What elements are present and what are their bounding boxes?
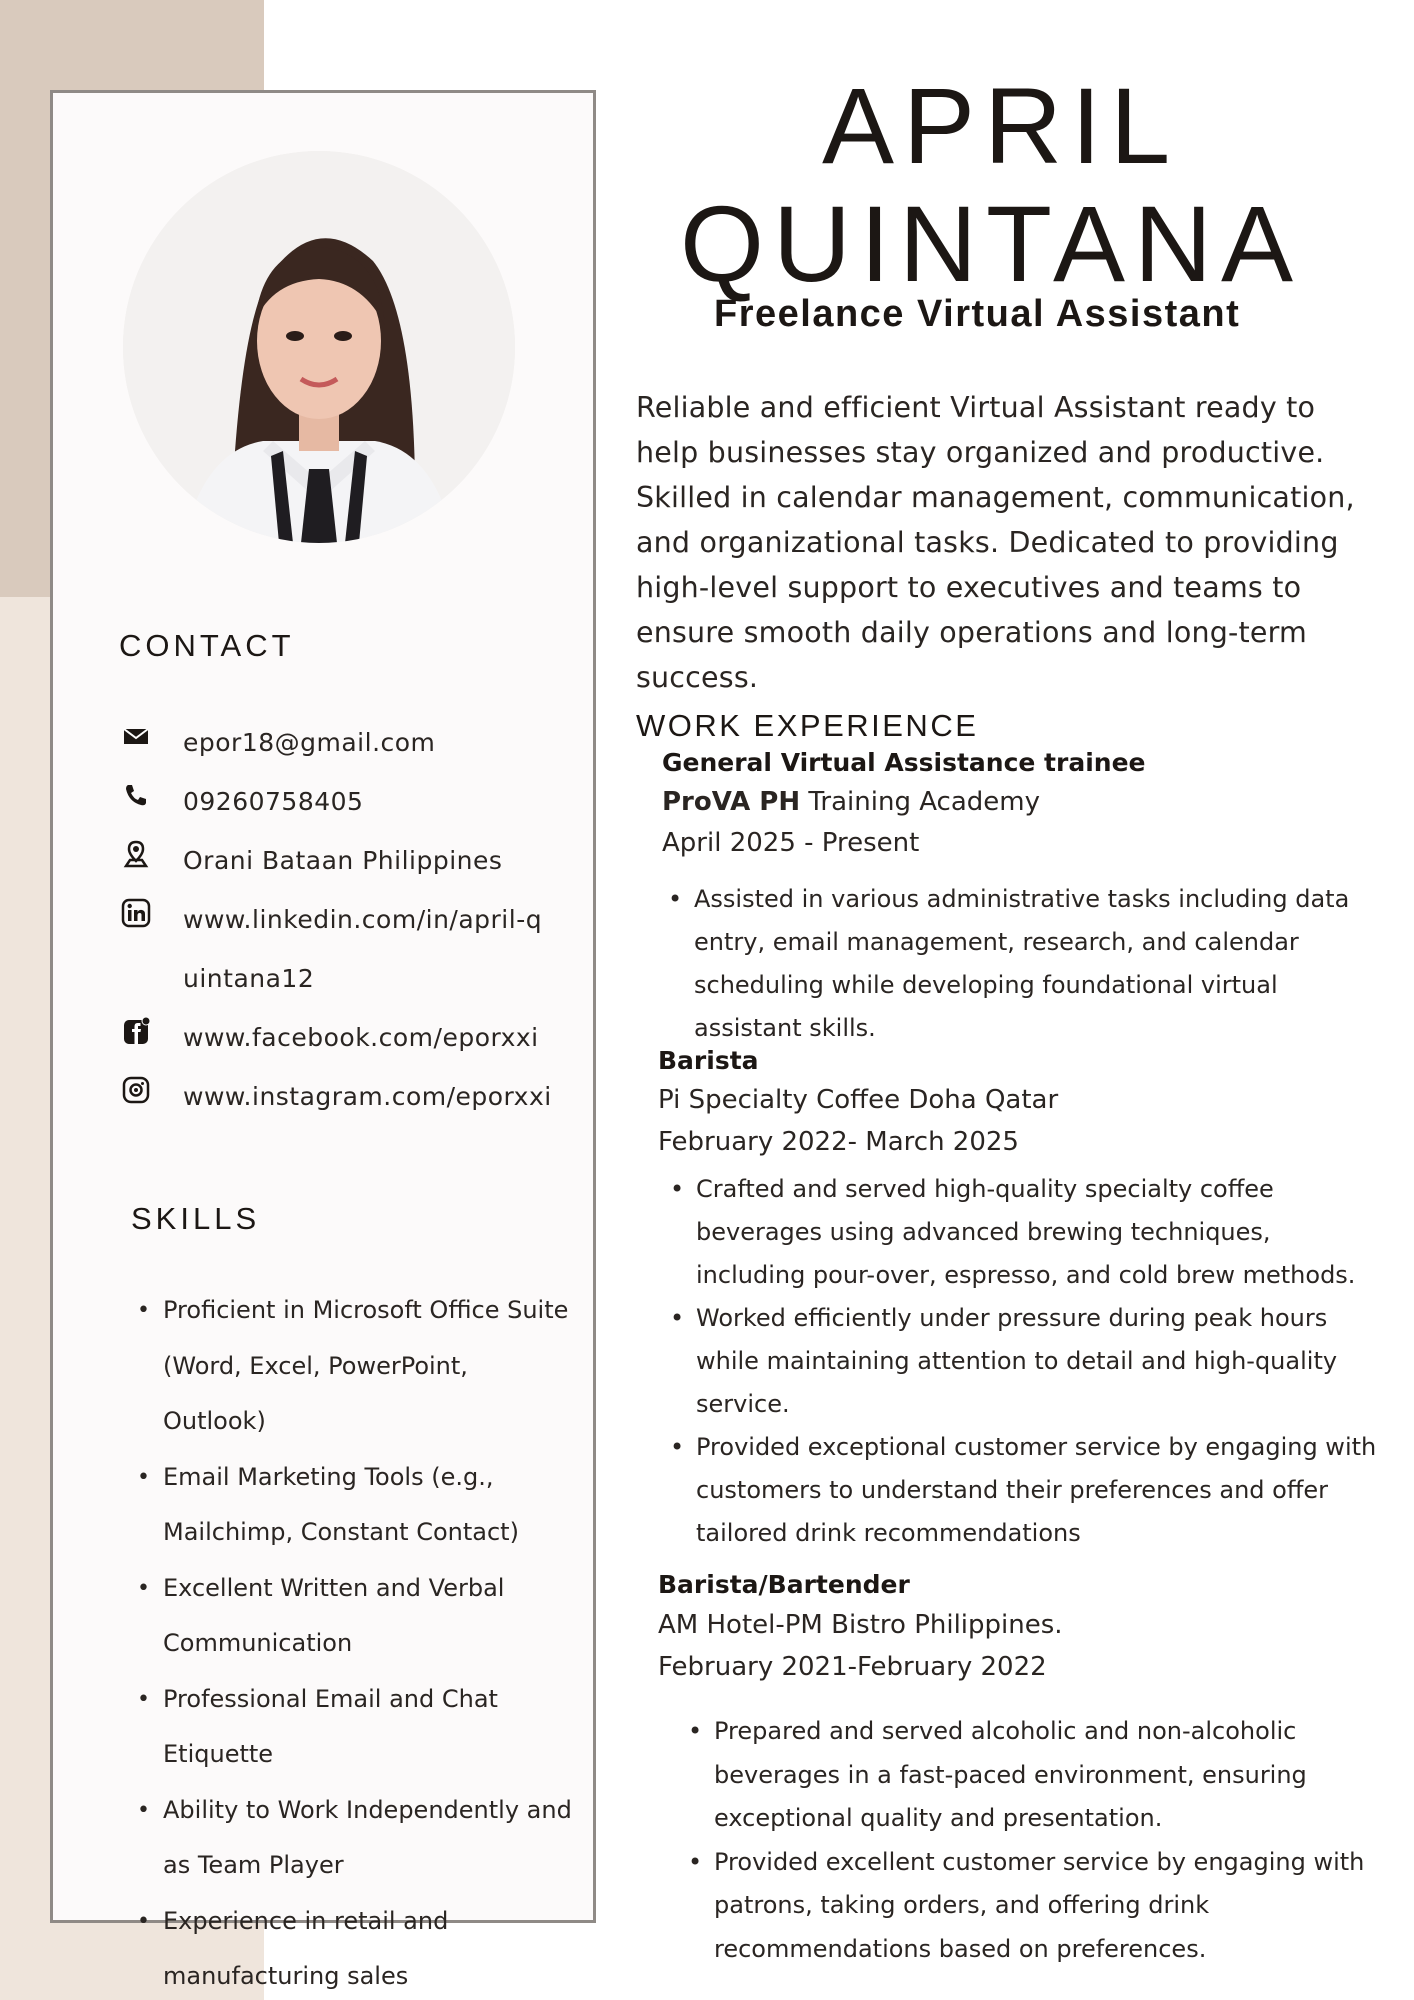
skill-item: • Experience in retail and manufacturing sales	[133, 1894, 573, 2000]
skill-item: • Excellent Written and Verbal Communication	[133, 1561, 573, 1672]
job-bullet: • Crafted and served high-quality specialty coffee beverages using advanced brewing techniques, including pour-over, espresso, and cold brew methods.	[666, 1168, 1386, 1297]
contact-email	[119, 713, 579, 772]
contact-linkedin	[119, 890, 579, 1008]
job-company: Pi Specialty Coffee Doha Qatar	[658, 1085, 1059, 1115]
work-experience-heading: WORK EXPERIENCE	[636, 708, 979, 743]
job-dates: April 2025 - Present	[662, 828, 920, 858]
contact-facebook	[119, 1008, 579, 1067]
location-text: Orani Bataan Philippines	[183, 846, 503, 875]
phone-number[interactable]: 09260758405	[183, 787, 364, 816]
job-title: Barista	[658, 1046, 759, 1075]
email-link[interactable]: epor18@gmail.com	[183, 728, 436, 757]
instagram-icon	[119, 1073, 153, 1107]
job-company	[662, 787, 1040, 817]
skill-item: • Email Marketing Tools (e.g., Mailchimp, Constant Contact)	[133, 1450, 573, 1561]
phone-icon	[119, 778, 153, 812]
contact-instagram	[119, 1067, 579, 1126]
job-bullet: • Worked efficiently under pressure during peak hours while maintaining attention to detail and high-quality service.	[666, 1297, 1386, 1426]
location-pin-icon	[119, 837, 153, 871]
job-bullets	[684, 1710, 1374, 1971]
facebook-icon	[119, 1014, 153, 1048]
job-bullet: • Provided exceptional customer service by engaging with customers to understand their preferences and offer tailored drink recommendations	[666, 1426, 1386, 1555]
skill-item: • Ability to Work Independently and as Team Player	[133, 1783, 573, 1894]
profile-summary: Reliable and efficient Virtual Assistant ready to help businesses stay organized and productive. Skilled in calendar management, communication, and organizational tasks. Dedicated to providing high-level support to executives and teams to ensure smooth daily operations and long-term success.	[636, 391, 1355, 694]
first-name: APRIL	[822, 65, 1180, 186]
job-title: General Virtual Assistance trainee	[662, 748, 1146, 777]
profile-photo	[123, 151, 515, 543]
skills-list	[133, 1283, 573, 2000]
skill-item: • Professional Email and Chat Etiquette	[133, 1672, 573, 1783]
instagram-link[interactable]: www.instagram.com/eporxxi	[183, 1082, 552, 1111]
company-name-rest: Training Academy	[800, 787, 1040, 817]
skills-heading: SKILLS	[131, 1201, 261, 1236]
contact-phone	[119, 772, 579, 831]
job-bullets	[666, 1168, 1386, 1555]
job-company: AM Hotel-PM Bistro Philippines.	[658, 1610, 1063, 1640]
sidebar-panel	[50, 90, 596, 1990]
skill-item: • Proficient in Microsoft Office Suite (Word, Excel, PowerPoint, Outlook)	[133, 1283, 573, 1450]
contact-heading: CONTACT	[119, 628, 295, 663]
job-bullets	[664, 878, 1354, 1050]
facebook-link[interactable]: www.facebook.com/eporxxi	[183, 1023, 539, 1052]
job-title: Barista/Bartender	[658, 1570, 910, 1599]
job-dates: February 2022- March 2025	[658, 1127, 1019, 1157]
contact-list	[119, 713, 579, 1126]
job-role: Freelance Virtual Assistant	[714, 293, 1241, 335]
linkedin-icon	[119, 896, 153, 930]
last-name: QUINTANA	[680, 183, 1303, 304]
envelope-icon	[119, 719, 153, 753]
contact-location	[119, 831, 579, 890]
job-dates: February 2021-February 2022	[658, 1652, 1047, 1682]
job-bullet: • Provided excellent customer service by engaging with patrons, taking orders, and offering drink recommendations based on preferences.	[684, 1841, 1374, 1972]
job-bullet: • Assisted in various administrative tasks including data entry, email management, research, and calendar scheduling while developing foundational virtual assistant skills.	[664, 878, 1354, 1050]
linkedin-link[interactable]: www.linkedin.com/in/april-quintana12	[183, 905, 543, 993]
job-bullet: • Prepared and served alcoholic and non-alcoholic beverages in a fast-paced environment, ensuring exceptional quality and presentation.	[684, 1710, 1374, 1841]
company-name-bold: ProVA PH	[662, 787, 801, 817]
